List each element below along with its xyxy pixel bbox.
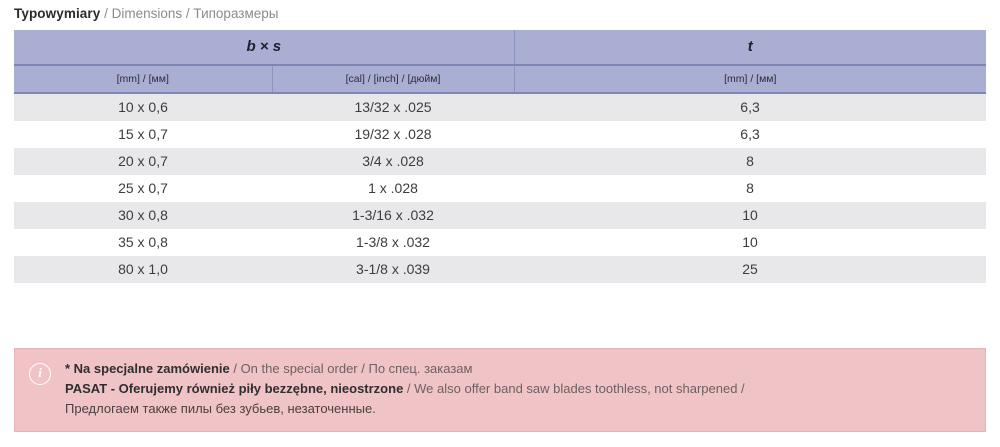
table-row <box>14 93 986 121</box>
note-line-1-bold: * Na specjalne zamówienie <box>65 361 230 376</box>
page-title-main: Typowymiary <box>14 6 101 21</box>
note-line-1 <box>65 359 973 379</box>
table-header-row-units <box>14 65 986 93</box>
page-title <box>14 0 986 30</box>
page-title-translations: / Dimensions / Типоразмеры <box>100 6 279 21</box>
note-line-2-translations: / We also offer band saw blades toothless, not sharpened / <box>403 381 745 396</box>
note-line-1-translations: / On the special order / По спец. заказам <box>229 361 473 376</box>
header-units-mm: [mm] / [мм] <box>14 65 272 93</box>
header-units-t: [mm] / [мм] <box>514 65 986 93</box>
table-filler-cell <box>14 283 986 325</box>
cell-t: 6,3 <box>514 93 986 121</box>
table-row <box>14 229 986 256</box>
table-header <box>14 30 986 93</box>
cell-mm: 10 x 0,6 <box>14 93 272 121</box>
cell-mm: 35 x 0,8 <box>14 229 272 256</box>
cell-inch: 3-1/8 x .039 <box>272 256 514 283</box>
header-units-inch: [cal] / [inch] / [дюйм] <box>272 65 514 93</box>
cell-mm: 80 x 1,0 <box>14 256 272 283</box>
cell-inch: 19/32 x .028 <box>272 121 514 148</box>
cell-inch: 1-3/16 x .032 <box>272 202 514 229</box>
cell-inch: 1 x .028 <box>272 175 514 202</box>
cell-inch: 1-3/8 x .032 <box>272 229 514 256</box>
cell-inch: 13/32 x .025 <box>272 93 514 121</box>
cell-t: 6,3 <box>514 121 986 148</box>
cell-t: 10 <box>514 202 986 229</box>
cell-mm: 30 x 0,8 <box>14 202 272 229</box>
cell-t: 8 <box>514 148 986 175</box>
table-row <box>14 121 986 148</box>
info-icon: i <box>29 363 51 385</box>
cell-inch: 3/4 x .028 <box>272 148 514 175</box>
cell-t: 10 <box>514 229 986 256</box>
cell-t: 8 <box>514 175 986 202</box>
note-line-2-bold: PASAT - Oferujemy również piły bezzębne, nieostrzone <box>65 381 404 396</box>
header-group-t: t <box>514 30 986 65</box>
table-header-row-symbols <box>14 30 986 65</box>
table-row <box>14 202 986 229</box>
note-text <box>65 359 973 419</box>
note-line-3: Предлогаем также пилы без зубьев, незаточенные. <box>65 401 376 416</box>
header-group-b-s: b × s <box>14 30 514 65</box>
dimensions-table <box>14 30 986 325</box>
table-row <box>14 148 986 175</box>
table-row <box>14 175 986 202</box>
table-filler-row <box>14 283 986 325</box>
cell-mm: 25 x 0,7 <box>14 175 272 202</box>
cell-mm: 15 x 0,7 <box>14 121 272 148</box>
cell-t: 25 <box>514 256 986 283</box>
note-line-2 <box>65 379 973 399</box>
note-box <box>14 348 986 432</box>
cell-mm: 20 x 0,7 <box>14 148 272 175</box>
table-body <box>14 93 986 325</box>
table-row <box>14 256 986 283</box>
